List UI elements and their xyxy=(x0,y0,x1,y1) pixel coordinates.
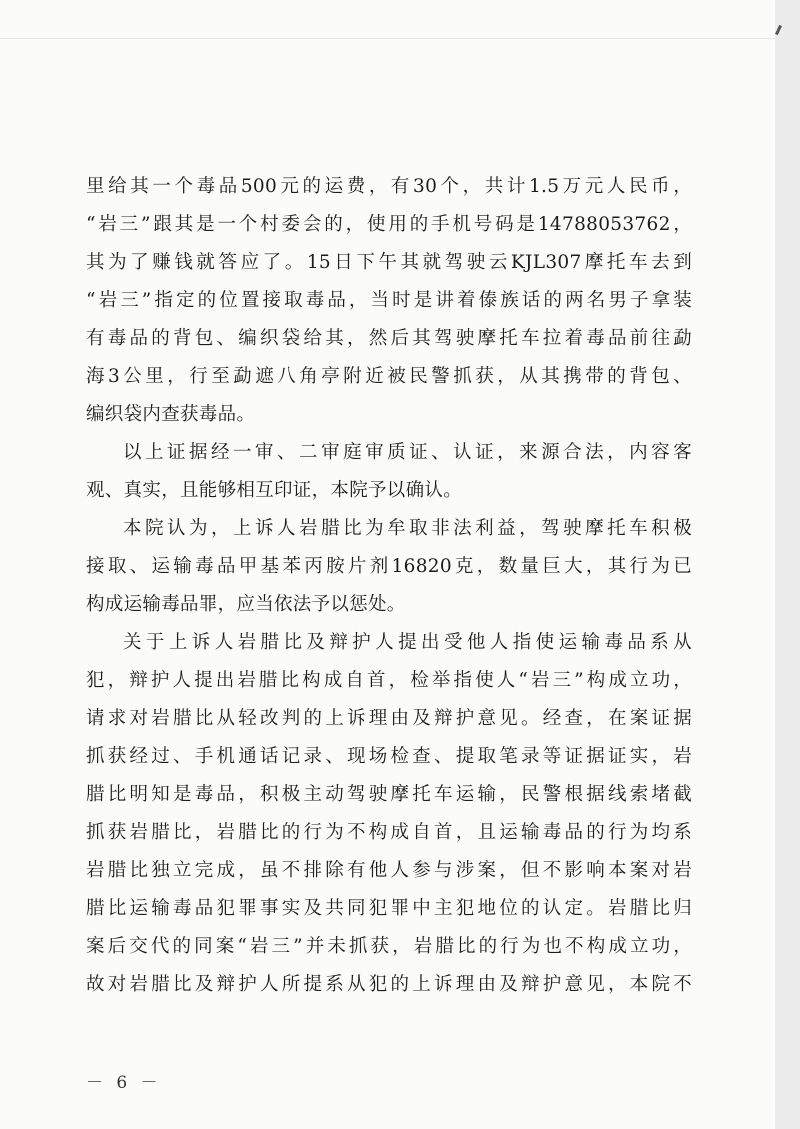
body-line: 腊比运输毒品犯罪事实及共同犯罪中主犯地位的认定。岩腊比归 xyxy=(86,898,692,919)
body-line: “岩三”指定的位置接取毒品，当时是讲着傣族话的两名男子拿装 xyxy=(86,290,692,311)
paragraph-start-line: 关于上诉人岩腊比及辩护人提出受他人指使运输毒品系从 xyxy=(123,632,692,653)
body-line: 有毒品的背包、编织袋给其，然后其驾驶摩托车拉着毒品前往勐 xyxy=(86,328,692,349)
page-edge-background xyxy=(775,0,800,1129)
document-body xyxy=(86,168,692,1004)
body-line: 案后交代的同案“岩三”并未抓获，岩腊比的行为也不构成立功， xyxy=(86,936,692,957)
body-line: 岩腊比独立完成，虽不排除有他人参与涉案，但不影响本案对岩 xyxy=(86,860,692,881)
body-line: 故对岩腊比及辩护人所提系从犯的上诉理由及辩护意见，本院不 xyxy=(86,974,692,995)
body-line: 编织袋内查获毒品。 xyxy=(86,404,256,425)
body-line: “岩三”跟其是一个村委会的，使用的手机号码是14788053762， xyxy=(86,214,692,235)
body-line: 抓获经过、手机通话记录、现场检查、提取笔录等证据证实，岩 xyxy=(86,746,692,767)
body-line: 构成运输毒品罪，应当依法予以惩处。 xyxy=(86,594,406,615)
body-line: 观、真实，且能够相互印证，本院予以确认。 xyxy=(86,480,463,501)
body-line: 接取、运输毒品甲基苯丙胺片剂16820克，数量巨大，其行为已 xyxy=(86,556,692,577)
paragraph-start-line: 以上证据经一审、二审庭审质证、认证，来源合法，内容客 xyxy=(123,442,692,463)
page-number: － 6 － xyxy=(86,1073,162,1093)
body-line: 犯，辩护人提出岩腊比构成自首，检举指使人“岩三”构成立功， xyxy=(86,670,692,691)
body-line: 请求对岩腊比从轻改判的上诉理由及辩护意见。经查，在案证据 xyxy=(86,708,692,729)
body-line: 腊比明知是毒品，积极主动驾驶摩托车运输，民警根据线索堵截 xyxy=(86,784,692,805)
edge-mark-icon xyxy=(775,25,782,35)
body-line: 海3公里，行至勐遮八角亭附近被民警抓获，从其携带的背包、 xyxy=(86,366,692,387)
body-line: 里给其一个毒品500元的运费，有30个，共计1.5万元人民币， xyxy=(86,176,692,197)
body-line: 抓获岩腊比，岩腊比的行为不构成自首，且运输毒品的行为均系 xyxy=(86,822,692,843)
paragraph-start-line: 本院认为，上诉人岩腊比为牟取非法利益，驾驶摩托车积极 xyxy=(123,518,692,539)
page-top-rule xyxy=(0,38,775,39)
body-line: 其为了赚钱就答应了。15日下午其就驾驶云KJL307摩托车去到 xyxy=(86,252,692,273)
